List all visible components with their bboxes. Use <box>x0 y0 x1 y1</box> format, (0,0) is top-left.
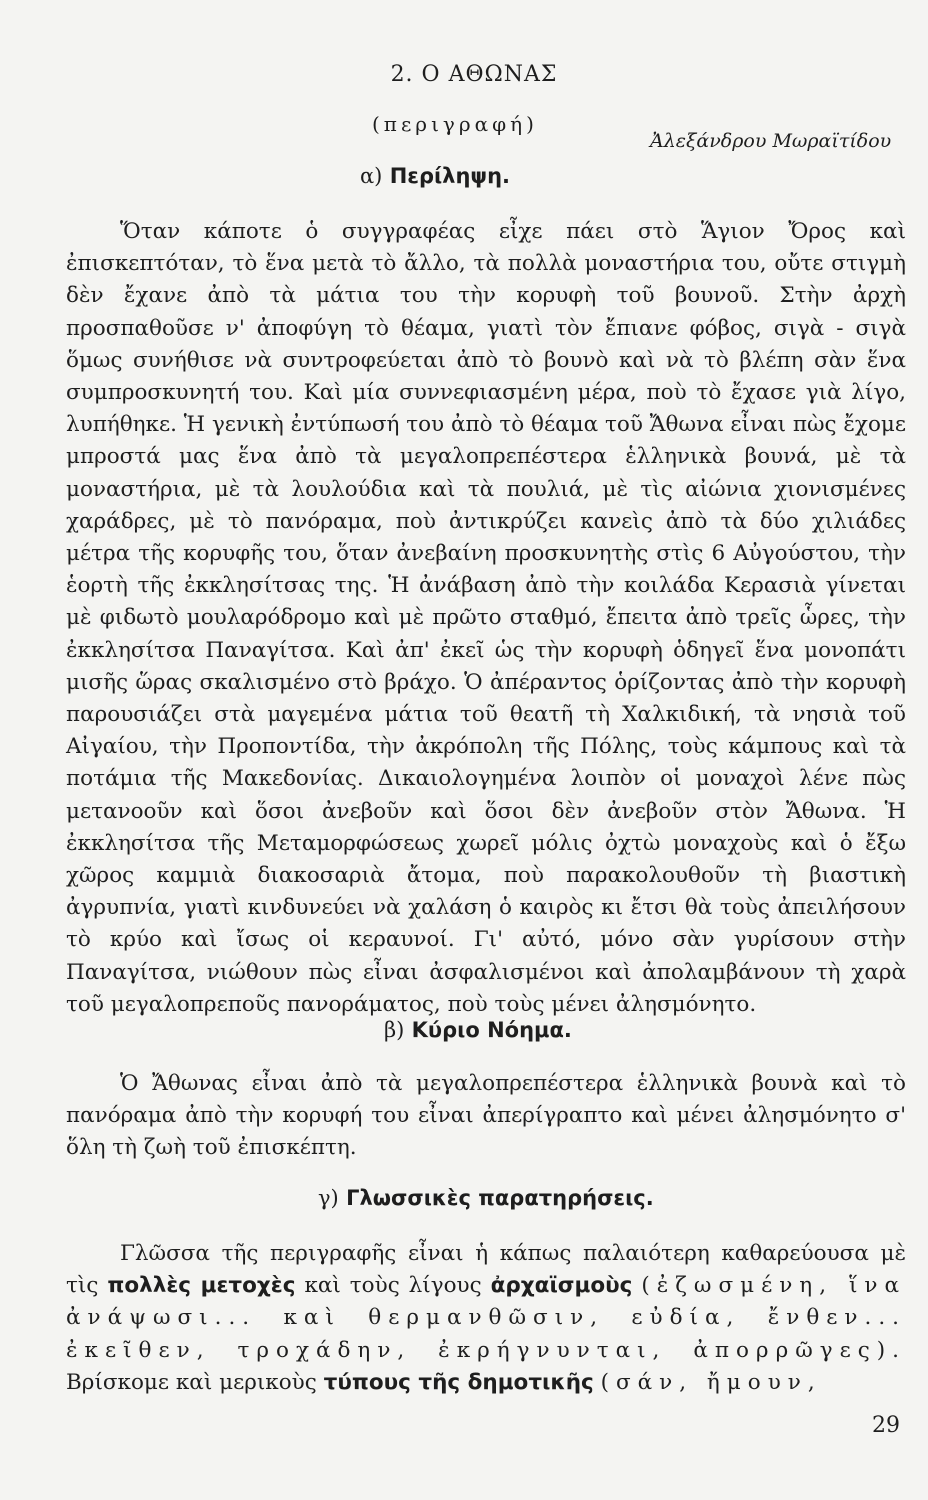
section-number: β) <box>384 1018 405 1042</box>
section-number: γ) <box>318 1186 339 1210</box>
bold-term: πολλὲς μετοχὲς <box>107 1273 296 1299</box>
section-title: Περίληψη. <box>389 164 511 188</box>
subtitle: (περιγραφή) <box>372 112 538 136</box>
author-name: Ἀλεξάνδρου Μωραϊτίδου <box>650 130 892 152</box>
section-number: α) <box>360 164 383 188</box>
bold-term: τύπους τῆς δημοτικῆς <box>323 1369 594 1395</box>
text-run: καὶ τοὺς λίγους <box>304 1273 482 1299</box>
page-number: 29 <box>872 1413 900 1438</box>
spaced-examples: (σάν, ἤμουν, <box>600 1369 822 1395</box>
chapter-title: 2. Ο ΑΘΩΝΑΣ <box>390 62 558 87</box>
text-run: Γλῶσσα τῆς περιγραφῆς εἶναι ἡ κάπως παλαιότερη καθαρεύουσα μὲ τὶς <box>66 1241 906 1299</box>
spaced-examples: (ἐζωσμένη, ἵνα ἀνάψωσι... καὶ θερμανθῶσιν, εὐδία, ἔνθεν... ἐκεῖθεν, τροχάδην, ἐκρήγνυνται, ἀπορρῶγες). <box>66 1273 906 1363</box>
section-heading-b <box>384 1018 572 1042</box>
language-notes-paragraph <box>66 1238 906 1399</box>
summary-paragraph: Ὅταν κάποτε ὁ συγγραφέας εἶχε πάει στὸ Ἅγιον Ὄρος καὶ ἐπισκεπτόταν, τὸ ἕνα μετὰ τὸ ἄλλο, τὰ πολλὰ μοναστήρια του, οὔτε στιγμὴ δὲν ἔχανε ἀπὸ τὰ μάτια του τὴν κορυφὴ τοῦ βουνοῦ. Στὴν ἀρχὴ προσπαθοῦσε ν' ἀποφύγη τὸ θέαμα, γιατὶ τὸν ἔπιανε φόβος, σιγὰ - σιγὰ ὅμως συνήθισε νὰ συντροφεύεται ἀπὸ τὸ βουνὸ καὶ νὰ τὸ βλέπη σὰν ἕνα συμπροσκυνητή του. Καὶ μία συννεφιασμένη μέρα, ποὺ τὸ ἔχασε γιὰ λίγο, λυπήθηκε. Ἡ γενικὴ ἐντύπωσή του ἀπὸ τὸ θέαμα τοῦ Ἄθωνα εἶναι πὼς ἔχομε μπροστά μας ἕνα ἀπὸ τὰ μεγαλοπρεπέστερα ἑλληνικὰ βουνά, μὲ τὰ μοναστήρια, μὲ τὰ λουλούδια καὶ τὰ πουλιά, μὲ τὶς αἰώνια χιονισμένες χαράδρες, μὲ τὸ πανόραμα, ποὺ ἀντικρύζει κανεὶς ἀπὸ τὰ δύο χιλιάδες μέτρα τῆς κορυφῆς του, ὅταν ἀνεβαίνη προσκυνητὴς στὶς 6 Αὐγούστου, τὴν ἑορτὴ τῆς ἐκκλησίτσας της. Ἡ ἀνάβαση ἀπὸ τὴν κοιλάδα Κερασιὰ γίνεται μὲ φιδωτὸ μουλαρόδρομο καὶ μὲ πρῶτο σταθμό, ἔπειτα ἀπὸ τρεῖς ὧρες, τὴν ἐκκλησίτσα Παναγίτσα. Καὶ ἀπ' ἐκεῖ ὡς τὴν κορυφὴ ὁδηγεῖ ἕνα μονοπάτι μισῆς ὥρας σκαλισμένο στὸ βράχο. Ὁ ἀπέραντος ὁρίζοντας ἀπὸ τὴν κορυφὴ παρουσιάζει στὰ μαγεμένα μάτια τοῦ θεατῆ τὴ Χαλκιδική, τὰ νησιὰ τοῦ Αἰγαίου, τὴν Προποντίδα, τὴν ἀκρόπολη τῆς Πόλης, τοὺς κάμπους καὶ τὰ ποτάμια τῆς Μακεδονίας. Δικαιολογημένα λοιπὸν οἱ μοναχοὶ λένε πὼς μετανοοῦν καὶ ὅσοι ἀνεβοῦν καὶ ὅσοι δὲν ἀνεβοῦν στὸν Ἄθωνα. Ἡ ἐκκλησίτσα τῆς Μεταμορφώσεως χωρεῖ μόλις ὀχτὼ μοναχοὺς καὶ ὁ ἔξω χῶρος καμμιὰ διακοσαριὰ ἄτομα, ποὺ παρακολουθοῦν τὴ βιαστικὴ ἀγρυπνία, γιατὶ κινδυνεύει νὰ χαλάση ὁ καιρὸς κι ἔτσι θὰ τοὺς ἀπειλήσουν τὸ κρύο καὶ ἴσως οἱ κεραυνοί. Γι' αὐτό, μόνο σὰν γυρίσουν στὴν Παναγίτσα, νιώθουν πὼς εἶναι ἀσφαλισμένοι καὶ ἀπολαμβάνουν τὴ χαρὰ τοῦ μεγαλοπρεποῦς πανοράματος, ποὺ τοὺς μένει ἀλησμόνητο. <box>66 219 906 1017</box>
section-title: Γλωσσικὲς παρατηρήσεις. <box>346 1186 654 1210</box>
text-run: Βρίσκομε καὶ μερικοὺς <box>66 1369 317 1395</box>
bold-term: ἀρχαϊσμοὺς <box>490 1273 633 1299</box>
section-heading-c <box>318 1186 654 1210</box>
section-title: Κύριο Νόημα. <box>411 1018 572 1042</box>
section-heading-a <box>360 164 510 188</box>
main-idea-paragraph: Ὁ Ἄθωνας εἶναι ἀπὸ τὰ μεγαλοπρεπέστερα ἑλληνικὰ βουνὰ καὶ τὸ πανόραμα ἀπὸ τὴν κορυφή του εἶναι ἀπερίγραπτο καὶ μένει ἀλησμόνητο σ' ὅλη τὴ ζωὴ τοῦ ἐπισκέπτη. <box>66 1071 906 1161</box>
